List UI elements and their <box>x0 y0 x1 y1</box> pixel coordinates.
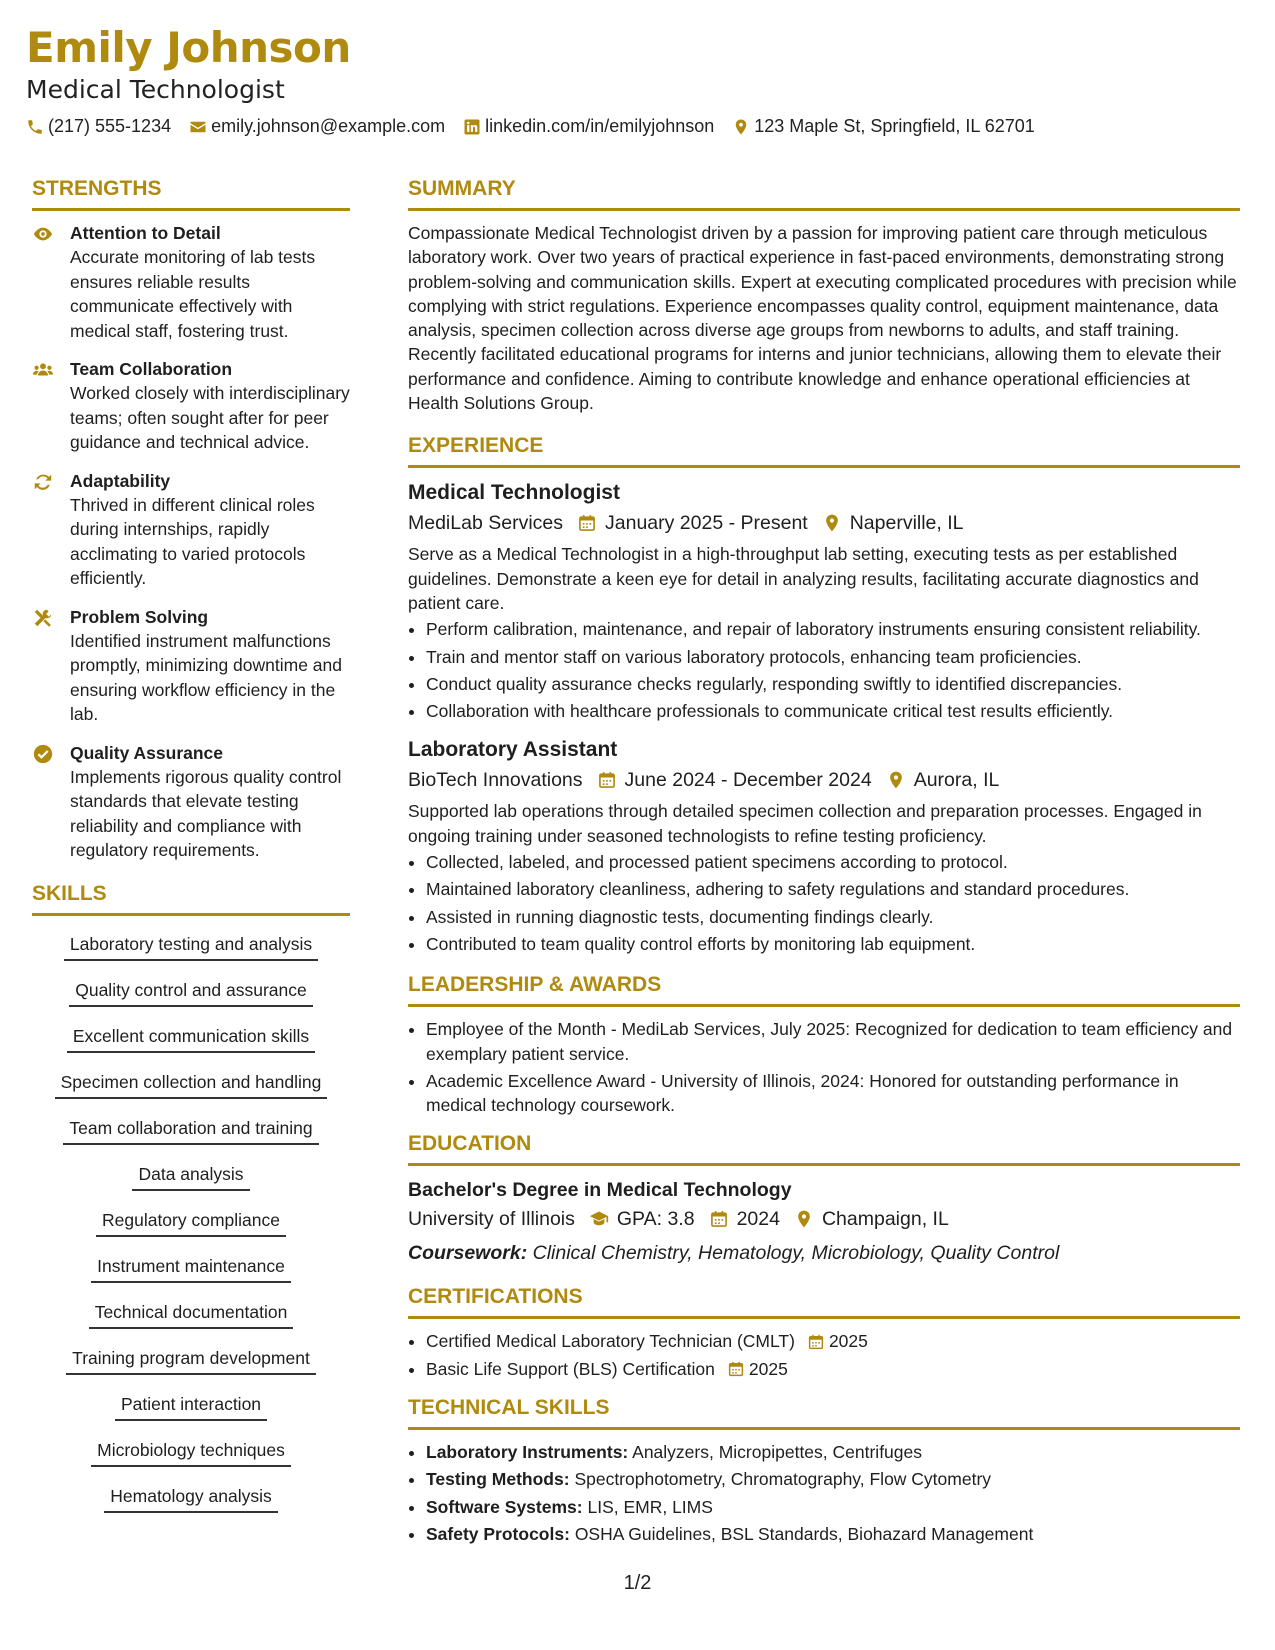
technical-skill-item <box>426 1522 1240 1546</box>
skill-item: Data analysis <box>132 1162 249 1191</box>
job-bullet: • Collaboration with healthcare professionals to communicate critical test results efficiently. <box>426 699 1240 723</box>
job-company: MediLab Services <box>408 512 563 535</box>
job-location: Naperville, IL <box>849 512 964 535</box>
job-dates: January 2025 - Present <box>605 512 808 535</box>
leadership-list <box>408 1017 1240 1117</box>
certification-year: 2025 <box>828 1331 868 1352</box>
phone-text: (217) 555-1234 <box>48 116 172 136</box>
job-description: Supported lab operations through detailed specimen collection and preparation processes. Engaged in ongoing training under seasoned technologists to refine testing proficiency. <box>408 801 1202 846</box>
coursework-label: Coursework: <box>408 1242 528 1265</box>
phone-icon <box>26 118 44 136</box>
contact-bar <box>26 116 1246 137</box>
job-bullet: • Conduct quality assurance checks regularly, responding swiftly to identified discrepancies. <box>426 672 1240 696</box>
skill-item: Microbiology techniques <box>91 1438 291 1467</box>
certification-item <box>426 1357 1240 1381</box>
email-text: emily.johnson@example.com <box>211 116 446 136</box>
education-heading: EDUCATION <box>408 1127 1240 1166</box>
job-entry <box>408 735 1240 956</box>
linkedin-icon <box>463 118 481 136</box>
summary-heading: SUMMARY <box>408 172 1240 211</box>
skill-item: Patient interaction <box>115 1392 267 1421</box>
education-meta <box>408 1204 1240 1234</box>
skill-item: Team collaboration and training <box>63 1116 318 1145</box>
job-meta <box>408 508 1240 538</box>
strength-item <box>32 469 350 591</box>
skill-item: Technical documentation <box>89 1300 294 1329</box>
strength-title: Attention to Detail <box>70 223 221 243</box>
technical-skill-value: Analyzers, Micropipettes, Centrifuges <box>632 1442 922 1463</box>
job-meta <box>408 765 1240 795</box>
strength-item <box>32 605 350 727</box>
skill-item: Training program development <box>66 1346 316 1375</box>
envelope-icon <box>189 118 207 136</box>
check-circle-icon <box>32 743 54 765</box>
school-location: Champaign, IL <box>821 1208 949 1231</box>
strength-title: Quality Assurance <box>70 742 224 763</box>
certifications-list <box>408 1329 1240 1381</box>
left-column <box>32 172 350 1524</box>
contact-email[interactable] <box>189 116 445 137</box>
certification-item <box>426 1329 1240 1353</box>
skill-item: Laboratory testing and analysis <box>64 932 318 961</box>
skills-list <box>32 926 350 1524</box>
job-dates: June 2024 - December 2024 <box>624 769 872 792</box>
technical-skill-label: Software Systems: <box>426 1496 583 1517</box>
strength-desc: Accurate monitoring of lab tests ensures reliable results communicate effectively with medical staff, fostering trust. <box>70 247 316 341</box>
job-bullet: • Perform calibration, maintenance, and repair of laboratory instruments ensuring consistent reliability. <box>426 617 1240 641</box>
eye-icon <box>32 223 54 245</box>
summary-text: Compassionate Medical Technologist driven by a passion for improving patient care through meticulous laboratory work. Over two years of practical experience in fast-paced environments, demonstrating strong problem-solving and communication skills. Expert at executing complicated procedures with precision while complying with strict regulations. Experience encompasses quality control, equipment maintenance, data analysis, specimen collection across diverse age groups from newborns to adults, and staff training. Recently facilitated educational programs for interns and junior technicians, allowing them to elevate their performance and confidence. Aiming to contribute knowledge and enhance operational efficiencies at Health Solutions Group. <box>408 223 1237 414</box>
job-bullet: • Collected, labeled, and processed patient specimens according to protocol. <box>426 850 1240 874</box>
job-company: BioTech Innovations <box>408 769 583 792</box>
job-bullets <box>408 850 1240 956</box>
technical-skills-heading: TECHNICAL SKILLS <box>408 1391 1240 1430</box>
job-title: Medical Technologist <box>408 481 620 505</box>
job-bullet: • Assisted in running diagnostic tests, documenting findings clearly. <box>426 905 1240 929</box>
strength-title: Adaptability <box>70 470 171 491</box>
strength-desc: Thrived in different clinical roles during internships, rapidly acclimating to varied protocols efficiently. <box>70 494 315 588</box>
map-marker-icon <box>886 770 906 790</box>
certification-name: • Certified Medical Laboratory Technician (CMLT) <box>426 1331 795 1352</box>
job-description: Serve as a Medical Technologist in a high-throughput lab setting, executing tests as per established guidelines. Demonstrate a keen eye for detail in analyzing results, facilitating accurate diagnostics and patient care. <box>408 544 1199 613</box>
candidate-name: Emily Johnson <box>26 23 351 72</box>
strength-item <box>32 221 350 343</box>
map-marker-icon <box>794 1209 814 1229</box>
strength-item <box>32 357 350 455</box>
linkedin-text: linkedin.com/in/emilyjohnson <box>485 116 715 136</box>
technical-skill-value: Spectrophotometry, Chromatography, Flow Cytometry <box>574 1469 992 1490</box>
job-location: Aurora, IL <box>913 769 1000 792</box>
job-bullet: • Contributed to team quality control efforts by monitoring lab equipment. <box>426 932 1240 956</box>
map-marker-icon <box>732 118 750 136</box>
certifications-heading: CERTIFICATIONS <box>408 1280 1240 1319</box>
graduation-year: 2024 <box>736 1208 780 1231</box>
page-number: 1/2 <box>623 1572 652 1594</box>
skill-item: Specimen collection and handling <box>55 1070 328 1099</box>
technical-skill-item <box>426 1467 1240 1491</box>
contact-address <box>732 116 1035 137</box>
gpa-text: GPA: 3.8 <box>616 1208 695 1231</box>
skill-item: Quality control and assurance <box>69 978 313 1007</box>
calendar-icon <box>709 1209 729 1229</box>
technical-skill-label: Safety Protocols: <box>426 1523 570 1544</box>
leadership-item: • Academic Excellence Award - University of Illinois, 2024: Honored for outstanding performance in medical technology coursework. <box>426 1069 1240 1118</box>
calendar-icon <box>577 513 597 533</box>
experience-heading: EXPERIENCE <box>408 429 1240 468</box>
strength-title: Team Collaboration <box>70 359 233 379</box>
coursework-list: Clinical Chemistry, Hematology, Microbiology, Quality Control <box>532 1242 1060 1265</box>
technical-skill-label: Laboratory Instruments: <box>426 1442 629 1463</box>
job-bullet: • Train and mentor staff on various laboratory protocols, enhancing team proficiencies. <box>426 645 1240 669</box>
users-icon <box>32 359 54 381</box>
tools-icon <box>32 607 54 629</box>
leadership-item: • Employee of the Month - MediLab Services, July 2025: Recognized for dedication to team efficiency and exemplary patient service. <box>426 1017 1240 1066</box>
job-bullets <box>408 617 1240 723</box>
technical-skill-value: OSHA Guidelines, BSL Standards, Biohazard Management <box>574 1523 1034 1544</box>
coursework <box>408 1238 1240 1268</box>
technical-skill-label: Testing Methods: <box>426 1469 570 1490</box>
candidate-role: Medical Technologist <box>26 75 285 104</box>
sync-icon <box>32 471 54 493</box>
technical-skill-value: LIS, EMR, LIMS <box>587 1496 713 1517</box>
technical-skill-item <box>426 1495 1240 1519</box>
strengths-heading: STRENGTHS <box>32 172 350 211</box>
resume-header <box>26 22 1246 137</box>
school-name: University of Illinois <box>408 1208 575 1231</box>
strength-desc: Identified instrument malfunctions promptly, minimizing downtime and ensuring workflow efficiency in the lab. <box>70 630 343 724</box>
right-column <box>408 172 1240 1549</box>
job-title: Laboratory Assistant <box>408 738 618 762</box>
technical-skills-list <box>408 1440 1240 1546</box>
contact-phone[interactable] <box>26 116 171 137</box>
calendar-icon <box>597 770 617 790</box>
calendar-icon <box>807 1333 825 1351</box>
skill-item: Instrument maintenance <box>91 1254 291 1283</box>
degree-title: Bachelor's Degree in Medical Technology <box>408 1179 792 1202</box>
graduation-cap-icon <box>589 1209 609 1229</box>
strength-title: Problem Solving <box>70 606 209 627</box>
calendar-icon <box>727 1360 745 1378</box>
map-marker-icon <box>822 513 842 533</box>
job-bullet: • Maintained laboratory cleanliness, adhering to safety regulations and standard procedures. <box>426 877 1240 901</box>
certification-year: 2025 <box>748 1358 788 1379</box>
leadership-heading: LEADERSHIP & AWARDS <box>408 968 1240 1007</box>
job-entry <box>408 478 1240 723</box>
skill-item: Regulatory compliance <box>96 1208 286 1237</box>
address-text: 123 Maple St, Springfield, IL 62701 <box>754 116 1035 136</box>
contact-linkedin[interactable] <box>463 116 714 137</box>
strength-desc: Worked closely with interdisciplinary teams; often sought after for peer guidance and technical advice. <box>70 383 350 452</box>
strength-desc: Implements rigorous quality control standards that elevate testing reliability and compliance with regulatory requirements. <box>70 766 342 860</box>
skill-item: Hematology analysis <box>104 1484 277 1513</box>
skills-heading: SKILLS <box>32 877 350 916</box>
certification-name: • Basic Life Support (BLS) Certification <box>426 1358 715 1379</box>
skill-item: Excellent communication skills <box>67 1024 315 1053</box>
strength-item <box>32 741 350 863</box>
technical-skill-item <box>426 1440 1240 1464</box>
